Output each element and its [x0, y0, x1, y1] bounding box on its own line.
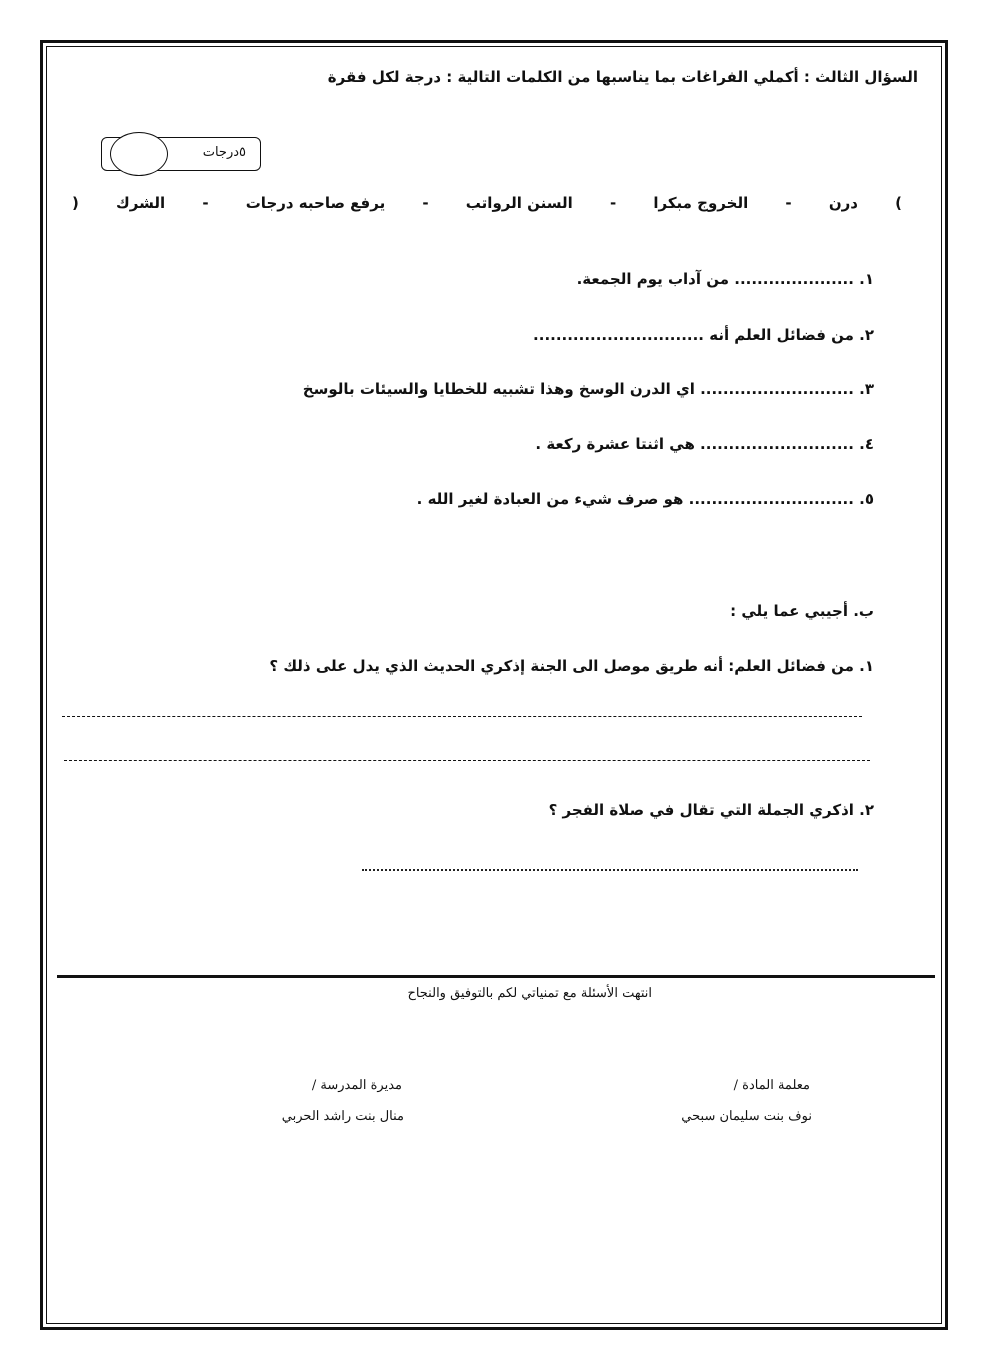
principal-name: منال بنت راشد الحربي [281, 1109, 404, 1124]
section-b-title: ب. أجيبي عما يلي : [730, 602, 874, 620]
word-bank-word: يرفع صاحبه درجات [245, 194, 386, 212]
word-bank-open-paren: ( [895, 194, 902, 212]
word-bank-word: السنن الرواتب [465, 194, 573, 212]
grade-label: ٥درجات [202, 145, 246, 160]
section-b-question-1: ١. من فضائل العلم: أنه طريق موصل الى الجنة إذكري الحديث الذي يدل على ذلك ؟ [269, 657, 874, 675]
word-bank-word: الشرك [116, 194, 166, 212]
word-bank-separator: - [785, 194, 792, 212]
closing-message: انتهت الأسئلة مع تمنياتي لكم بالتوفيق والنجاح [407, 986, 652, 1001]
answer-line-3[interactable] [362, 869, 858, 871]
word-bank-separator: - [202, 194, 209, 212]
answer-line-1[interactable] [62, 716, 862, 717]
word-bank-word: درن [828, 194, 858, 212]
grade-box [101, 137, 261, 171]
page-border [40, 40, 948, 1330]
principal-label: مديرة المدرسة / [311, 1078, 402, 1093]
footer-divider [57, 975, 935, 978]
fill-item-1[interactable]: ١. ..................... من آداب يوم الجمعة. [576, 270, 874, 288]
question-title: السؤال الثالث : أكملي الفراغات بما يناسبها من الكلمات التالية : درجة لكل فقرة [327, 68, 918, 86]
word-bank-separator: - [422, 194, 429, 212]
fill-item-4[interactable]: ٤. ........................... هي اثنتا عشرة ركعة . [535, 435, 874, 453]
page-border-inner [46, 46, 942, 1324]
fill-item-2[interactable]: ٢. من فضائل العلم أنه .............................. [533, 326, 874, 344]
word-bank [72, 194, 902, 212]
word-bank-word: الخروج مبكرا [653, 194, 749, 212]
word-bank-close-paren: ) [72, 194, 79, 212]
fill-item-5[interactable]: ٥. ............................. هو صرف شيء من العبادة لغير الله . [416, 490, 874, 508]
word-bank-separator: - [609, 194, 617, 212]
fill-item-3[interactable]: ٣. ........................... اي الدرن الوسخ وهذا تشبيه للخطايا والسيئات بالوسخ [302, 380, 874, 398]
grade-score-circle[interactable] [110, 132, 168, 176]
section-b-question-2: ٢. اذكري الجملة التي تقال في صلاة الفجر ؟ [548, 801, 874, 819]
teacher-label: معلمة المادة / [733, 1078, 810, 1093]
answer-line-2[interactable] [64, 760, 870, 761]
teacher-name: نوف بنت سليمان سبحي [681, 1109, 812, 1124]
